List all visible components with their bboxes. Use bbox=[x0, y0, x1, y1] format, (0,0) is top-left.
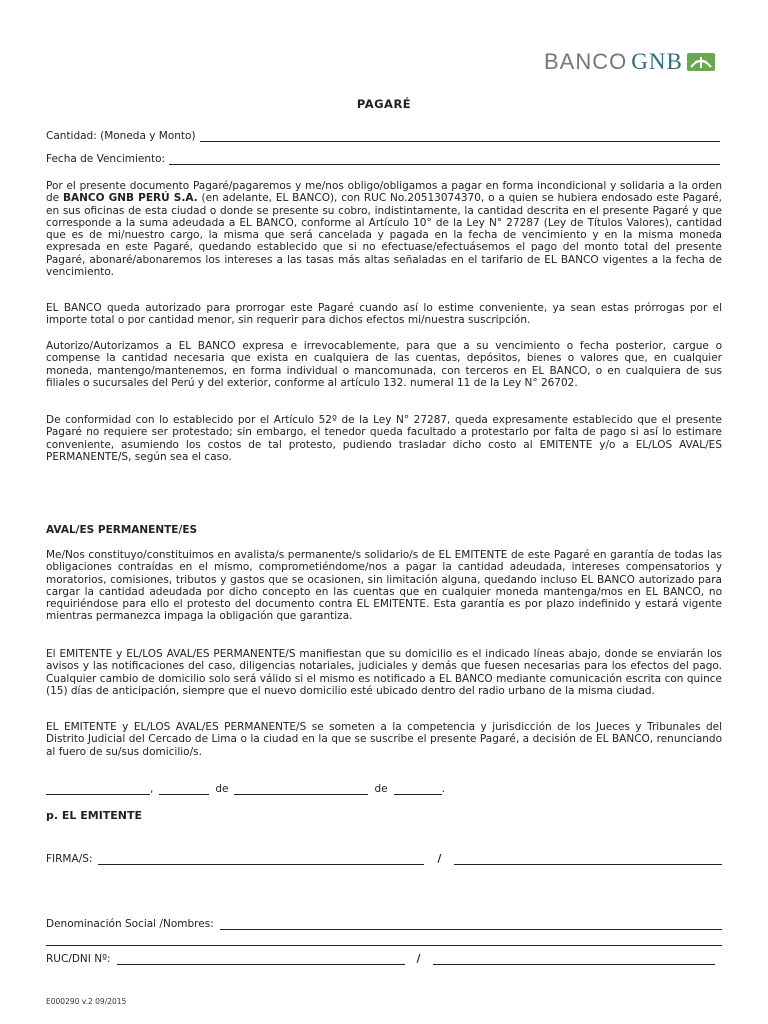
ruc-slash: / bbox=[416, 953, 421, 965]
paragraph-1 bbox=[46, 180, 722, 278]
date-de-1: de bbox=[215, 783, 229, 795]
denominacion-line[interactable] bbox=[220, 919, 722, 930]
bank-name: BANCO GNB PERÚ S.A. bbox=[62, 192, 198, 205]
fecha-vencimiento-field[interactable] bbox=[46, 153, 720, 165]
day-blank[interactable] bbox=[159, 784, 209, 795]
date-comma: , bbox=[150, 783, 154, 795]
date-de-2: de bbox=[374, 783, 388, 795]
paragraph-4: De conformidad con lo establecido por el Artículo 52º de la Ley N° 27287, queda expresamente establecido que el presente Pagaré no requiere ser protestado; sin embargo, el tenedor queda facultado a protestarlo por falta de pago si así lo estimare conveniente, asumiendo los costos de tal protesto, pudiendo trasladar dicho costo al EMITENTE y/o a EL/LOS AVAL/ES PERMANENTE/S, según sea el caso. bbox=[46, 414, 722, 463]
denominacion-row bbox=[46, 918, 722, 930]
firma-line-2[interactable] bbox=[454, 854, 722, 865]
denominacion-second-line[interactable] bbox=[46, 945, 722, 946]
place-blank[interactable] bbox=[46, 784, 150, 795]
paragraph-1-body: (en adelante, EL BANCO), con RUC No.20513074370, o a quien se hubiera endosado este Pagaré, en sus oficinas de esta ciudad o donde se presente su cobro, indistintamente, la cantidad descrita en el presente Pagaré y que corresponde a la suma adeudada a EL BANCO, conforme al Artículo 10° de la Ley N° 27287 (Ley de Títulos Valores), cantidad que es de mi/nuestro cargo, la misma que será cancelada y pagada en la fecha de vencimiento y en la misma moneda expresada en este Pagaré, quedando establecido que si no efectuase/efectuásemos el pago del monto total del presente Pagaré, abonaré/abonaremos los intereses a las tasas más altas señaladas en el tarifario de EL BANCO vigentes a la fecha de vencimiento. bbox=[46, 192, 723, 279]
cantidad-label: Cantidad: (Moneda y Monto) bbox=[46, 130, 196, 142]
ruc-row bbox=[46, 953, 715, 965]
cantidad-line[interactable] bbox=[200, 131, 720, 142]
paragraph-5: Me/Nos constituyo/constituimos en avalista/s permanente/s solidario/s de EL EMITENTE de este Pagaré en garantía de todas las obligaciones contraídas en el mismo, comprometiéndome/nos a pagar la cantidad adeudada, intereses compensatorios y moratorios, comisiones, tributos y gastos que se ocasionen, sin limitación alguna, quedando incluso EL BANCO autorizado para cargar la cantidad adeudada por dicho concepto en las cuentas que en cualquier moneda mantenga/mos en EL BANCO, no requiriéndose para ello el protesto del documento contra EL EMITENTE. Esta garantía es por plazo indefinido y estará vigente mientras permanezca impaga la obligación que garantiza. bbox=[46, 549, 722, 623]
signature-row bbox=[46, 853, 722, 865]
month-blank[interactable] bbox=[234, 784, 368, 795]
form-code: E000290 v.2 09/2015 bbox=[46, 997, 127, 1006]
firma-label: FIRMA/S: bbox=[46, 853, 93, 865]
cantidad-field[interactable] bbox=[46, 130, 720, 142]
date-line bbox=[46, 783, 445, 795]
logo-text-gnb: GNB bbox=[631, 49, 683, 74]
logo-text-banco: BANCO bbox=[544, 49, 628, 74]
paragraph-1-intro: Por el presente documento Pagaré/pagaremos y me/nos obligo/obligamos a pagar en forma incondicional y solidaria a la orden de bbox=[46, 180, 722, 205]
document-title: PAGARÉ bbox=[356, 97, 412, 111]
date-period: . bbox=[441, 783, 445, 795]
fecha-vencimiento-label: Fecha de Vencimiento: bbox=[46, 153, 166, 165]
paragraph-3: Autorizo/Autorizamos a EL BANCO expresa e irrevocablemente, para que a su vencimiento o fecha posterior, cargue o compense la cantidad necesaria que exista en cualquiera de las cuentas, depósitos, bienes o valores que, en cualquier moneda, mantengo/mantenemos, en forma individual o mancomunada, con terceros en EL BANCO, o en cualquiera de sus filiales o sucursales del Perú y del exterior, conforme al artículo 132. numeral 11 de la Ley N° 26702. bbox=[46, 340, 722, 389]
paragraph-6: El EMITENTE y EL/LOS AVAL/ES PERMANENTE/S manifiestan que su domicilio es el indicado líneas abajo, donde se enviarán los avisos y las notificaciones del caso, diligencias notariales, judiciales y demás que fuesen necesarias para los efectos del pago. Cualquier cambio de domicilio solo será válido si el mismo es notificado a EL BANCO mediante comunicación escrita con quince (15) días de anticipación, siempre que el nuevo domicilio esté ubicado dentro del radio urbano de la misma ciudad. bbox=[46, 648, 722, 697]
paragraph-7: EL EMITENTE y EL/LOS AVAL/ES PERMANENTE/S se someten a la competencia y jurisdicción de los Jueces y Tribunales del Distrito Judicial del Cercado de Lima o la ciudad en la que se suscribe el presente Pagaré, a decisión de EL BANCO, renunciando al fuero de su/sus domicilio/s. bbox=[46, 721, 722, 758]
ruc-line-1[interactable] bbox=[117, 954, 405, 965]
year-blank[interactable] bbox=[394, 784, 442, 795]
firma-slash: / bbox=[437, 853, 442, 865]
leaf-icon bbox=[687, 53, 715, 71]
aval-heading: AVAL/ES PERMANENTE/ES bbox=[46, 524, 198, 536]
emitente-label: p. EL EMITENTE bbox=[46, 809, 143, 822]
bank-logo bbox=[544, 50, 766, 74]
ruc-line-2[interactable] bbox=[433, 954, 715, 965]
paragraph-2: EL BANCO queda autorizado para prorrogar este Pagaré cuando así lo estime conveniente, ya sean estas prórrogas por el importe total o por cantidad menor, sin requerir para dichos efectos mi/nuestra suscripción. bbox=[46, 302, 722, 327]
fecha-vencimiento-line[interactable] bbox=[169, 154, 720, 165]
denominacion-label: Denominación Social /Nombres: bbox=[46, 918, 214, 930]
firma-line-1[interactable] bbox=[98, 854, 424, 865]
ruc-label: RUC/DNI Nº: bbox=[46, 953, 111, 965]
